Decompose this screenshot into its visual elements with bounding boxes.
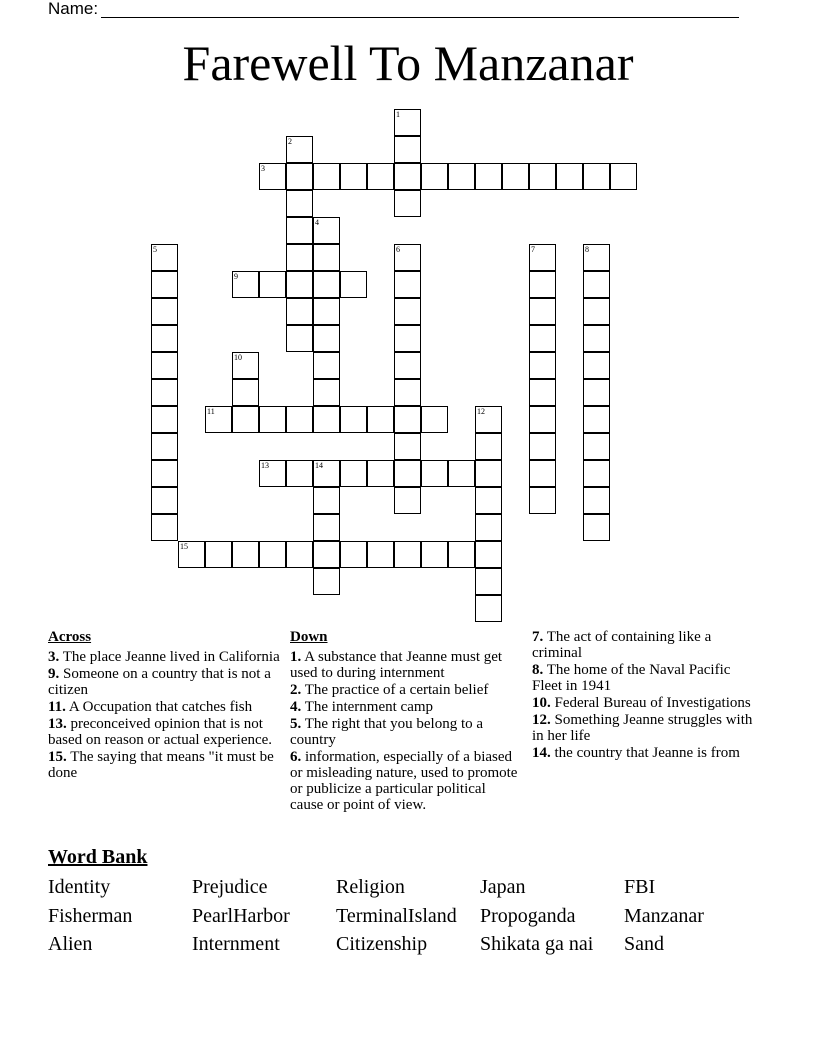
word-bank-item: Internment [192,933,280,955]
crossword-cell[interactable] [286,190,313,217]
clue-item: 15. The saying that means "it must be done [48,749,274,781]
crossword-cell[interactable] [259,163,286,190]
word-bank-title: Word Bank [48,846,148,868]
word-bank-item: TerminalIsland [336,904,457,927]
crossword-cell[interactable] [313,217,340,244]
across-clue-list [48,649,280,781]
clue-item: 9. Someone on a country that is not a citizen [48,666,271,698]
crossword-cell[interactable] [529,163,556,190]
crossword-cell[interactable] [529,298,556,325]
crossword-cell[interactable] [394,109,421,136]
crossword-cell[interactable] [151,460,178,487]
crossword-cell[interactable] [313,541,340,568]
crossword-cell[interactable] [151,487,178,514]
crossword-cell[interactable] [475,433,502,460]
clue-item: 8. The home of the Naval Pacific Fleet in 1941 [532,662,731,694]
clue-item: 1. A substance that Jeanne must get used to during internment [290,649,503,681]
crossword-cell[interactable] [286,163,313,190]
crossword-cell[interactable] [475,163,502,190]
clue-number: 3 [261,164,265,173]
clue-number: 5 [153,245,157,254]
across-heading: Across [48,629,92,645]
crossword-cell[interactable] [421,541,448,568]
crossword-cell[interactable] [340,460,367,487]
word-bank-item: Religion [336,876,405,898]
clue-item: 11. A Occupation that catches fish [48,699,253,715]
crossword-cell[interactable] [313,352,340,379]
crossword-cell[interactable] [313,460,340,487]
crossword-cell[interactable] [367,541,394,568]
word-bank-item: Manzanar [624,904,704,927]
word-bank-item: Sand [624,933,664,955]
crossword-cell[interactable] [313,271,340,298]
crossword-cell[interactable] [583,433,610,460]
crossword-cell[interactable] [313,514,340,541]
clue-item: 5. The right that you belong to a country [290,716,484,748]
clue-number: 15 [180,542,188,551]
word-bank [48,873,768,959]
word-bank-item: PearlHarbor [192,904,290,927]
crossword-cell[interactable] [583,352,610,379]
crossword-cell[interactable] [394,352,421,379]
clue-item: 7. The act of containing like a criminal [532,629,712,661]
clue-number: 6 [396,245,400,254]
crossword-cell[interactable] [394,460,421,487]
crossword-cell[interactable] [151,325,178,352]
clue-number: 9 [234,272,238,281]
crossword-cell[interactable] [556,163,583,190]
crossword-cell[interactable] [475,514,502,541]
crossword-cell[interactable] [286,244,313,271]
down-clues [290,629,522,814]
crossword-cell[interactable] [394,244,421,271]
crossword-cell[interactable] [394,298,421,325]
clue-number: 12 [477,407,485,416]
crossword-cell[interactable] [151,433,178,460]
crossword-cell[interactable] [394,406,421,433]
crossword-cell[interactable] [313,163,340,190]
crossword-cell[interactable] [232,352,259,379]
crossword-cell[interactable] [583,460,610,487]
word-bank-item: Citizenship [336,933,428,955]
crossword-cell[interactable] [313,379,340,406]
down-heading: Down [290,629,328,645]
crossword-cell[interactable] [529,406,556,433]
clue-number: 7 [531,245,535,254]
crossword-cell[interactable] [394,136,421,163]
crossword-cell[interactable] [313,568,340,595]
crossword-cell[interactable] [394,541,421,568]
crossword-cell[interactable] [286,541,313,568]
crossword-cell[interactable] [259,460,286,487]
crossword-cell[interactable] [583,487,610,514]
crossword-cell[interactable] [610,163,637,190]
crossword-cell[interactable] [286,298,313,325]
crossword-cell[interactable] [286,136,313,163]
crossword-cell[interactable] [529,244,556,271]
down-clue-list [290,649,522,813]
word-bank-item: Shikata ga nai [480,933,594,955]
crossword-cell[interactable] [259,406,286,433]
crossword-cell[interactable] [340,541,367,568]
crossword-cell[interactable] [259,541,286,568]
crossword-cell[interactable] [394,433,421,460]
crossword-cell[interactable] [421,406,448,433]
crossword-cell[interactable] [448,541,475,568]
crossword-cell[interactable] [367,460,394,487]
crossword-cell[interactable] [529,379,556,406]
crossword-cell[interactable] [205,541,232,568]
crossword-cell[interactable] [205,406,232,433]
clue-number: 2 [288,137,292,146]
clue-item: 2. The practice of a certain belief [290,682,489,698]
crossword-cell[interactable] [475,541,502,568]
crossword-cell[interactable] [286,325,313,352]
crossword-cell[interactable] [151,406,178,433]
clue-item: 14. the country that Jeanne is from [532,745,740,761]
down-clue-list-continued [532,629,764,761]
crossword-cell[interactable] [583,379,610,406]
crossword-cell[interactable] [151,379,178,406]
crossword-cell[interactable] [286,406,313,433]
word-bank-item: Prejudice [192,876,268,898]
crossword-cell[interactable] [151,271,178,298]
word-bank-item: Propoganda [480,904,576,927]
crossword-cell[interactable] [394,190,421,217]
crossword-cell[interactable] [286,217,313,244]
crossword-cell[interactable] [529,325,556,352]
clue-item: 6. information, especially of a biased or misleading nature, used to promote or publicize a particular political cause or point of view. [290,749,518,813]
crossword-cell[interactable] [313,244,340,271]
crossword-cell[interactable] [475,460,502,487]
crossword-cell[interactable] [529,460,556,487]
crossword-cell[interactable] [340,271,367,298]
clue-number: 10 [234,353,242,362]
crossword-cell[interactable] [151,514,178,541]
crossword-cell[interactable] [583,244,610,271]
crossword-cell[interactable] [421,163,448,190]
crossword-cell[interactable] [394,163,421,190]
clue-item: 12. Something Jeanne struggles with in her life [532,712,753,744]
crossword-cell[interactable] [367,163,394,190]
crossword-cell[interactable] [286,271,313,298]
crossword-cell[interactable] [151,352,178,379]
clue-number: 4 [315,218,319,227]
crossword-cell[interactable] [583,298,610,325]
word-bank-item: Fisherman [48,904,133,927]
crossword-cell[interactable] [583,406,610,433]
crossword-cell[interactable] [340,163,367,190]
crossword-cell[interactable] [583,271,610,298]
clue-item: 10. Federal Bureau of Investigations [532,695,751,711]
crossword-cell[interactable] [313,298,340,325]
crossword-cell[interactable] [583,514,610,541]
clue-number: 14 [315,461,323,470]
crossword-cell[interactable] [286,460,313,487]
word-bank-item: Japan [480,876,526,898]
crossword-cell[interactable] [529,352,556,379]
word-bank-item: FBI [624,876,656,898]
crossword-cell[interactable] [529,433,556,460]
crossword-cell[interactable] [178,541,205,568]
word-bank-item: Alien [48,933,93,955]
crossword-cell[interactable] [313,406,340,433]
crossword-cell[interactable] [421,460,448,487]
crossword-cell[interactable] [394,325,421,352]
crossword-cell[interactable] [232,406,259,433]
clue-number: 13 [261,461,269,470]
crossword-cell[interactable] [583,325,610,352]
crossword-cell[interactable] [475,487,502,514]
across-clues [48,629,280,782]
crossword-cell[interactable] [502,163,529,190]
crossword-cell[interactable] [448,163,475,190]
crossword-cell[interactable] [529,487,556,514]
crossword-cell[interactable] [448,460,475,487]
clue-item: 3. The place Jeanne lived in California [48,649,280,665]
clue-item: 4. The internment camp [290,699,434,715]
crossword-cell[interactable] [475,595,502,622]
crossword-cell[interactable] [394,379,421,406]
crossword-cell[interactable] [232,271,259,298]
crossword-cell[interactable] [394,487,421,514]
crossword-cell[interactable] [313,325,340,352]
crossword-cell[interactable] [475,406,502,433]
clue-number: 1 [396,110,400,119]
crossword-cell[interactable] [340,406,367,433]
page-title: Farewell To Manzanar [182,35,634,91]
clue-item: 13. preconceived opinion that is not based on reason or actual experience. [48,716,273,748]
word-bank-item: Identity [48,876,111,898]
crossword-cell[interactable] [151,244,178,271]
clue-number: 11 [207,407,215,416]
crossword-cell[interactable] [367,406,394,433]
crossword-cell[interactable] [259,271,286,298]
crossword-cell[interactable] [313,487,340,514]
crossword-cell[interactable] [151,298,178,325]
clue-number: 8 [585,245,589,254]
name-label: Name: [48,0,99,18]
crossword-cell[interactable] [583,163,610,190]
crossword-cell[interactable] [232,541,259,568]
crossword-cell[interactable] [475,568,502,595]
down-clues-continued [532,629,764,762]
crossword-cell[interactable] [529,271,556,298]
crossword-cell[interactable] [232,379,259,406]
crossword-cell[interactable] [394,271,421,298]
